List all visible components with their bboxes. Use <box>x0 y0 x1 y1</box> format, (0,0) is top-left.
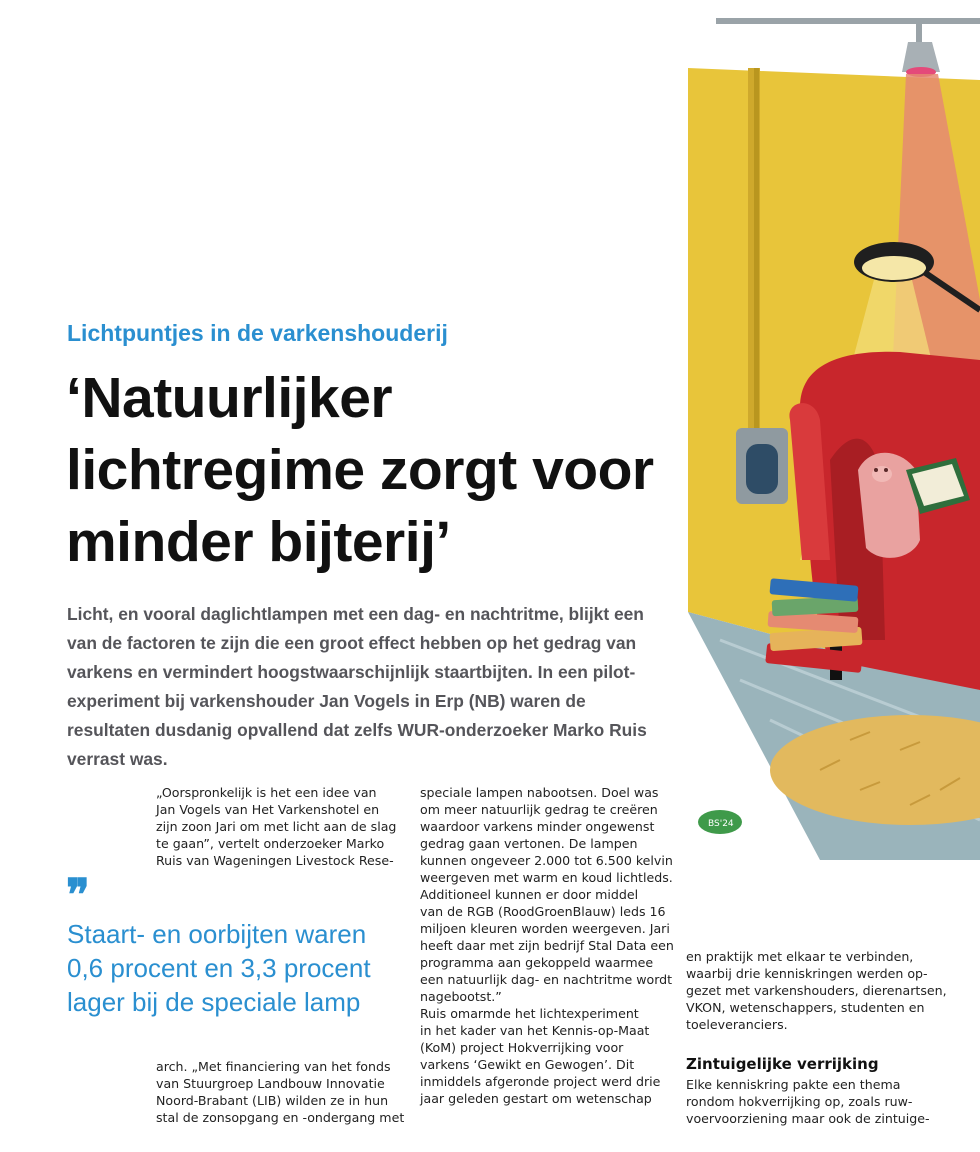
text-line: „Oorspronkelijk is het een idee van <box>156 785 377 800</box>
lead-paragraph: Licht, en vooral daglichtlampen met een dag- en nachtritme, blijkt een van de factoren te zijn die een groot effect hebben op het gedrag van varkens en vermindert hoogstwaarschijnlijk staartbijten. In een pilot-experiment bij varkenshouder Jan Vogels in Erp (NB) waren de resultaten dusdanig opvallend dat zelfs WUR-onderzoeker Marko Ruis verrast was. <box>67 604 647 769</box>
pull-quote <box>67 917 407 1019</box>
text-line: stal de zonsopgang en -ondergang met <box>156 1110 405 1125</box>
text-line: in het kader van het Kennis-op-Maat <box>420 1023 650 1038</box>
text-line: te gaan”, vertelt onderzoeker Marko <box>156 836 385 851</box>
ceiling-rail <box>716 18 980 24</box>
text-line: om meer natuurlijk gedrag te creëren <box>420 802 658 817</box>
pull-quote-line: lager bij de speciale lamp <box>67 987 361 1017</box>
book-stack <box>765 578 863 673</box>
text-line: waardoor varkens minder ongewenst <box>420 819 655 834</box>
signature: BS'24 <box>708 819 734 829</box>
text-line: waarbij drie kenniskringen werden op- <box>686 966 928 981</box>
text-line: voervoorziening maar ook de zintuige- <box>686 1111 930 1126</box>
section-heading: Zintuigelijke verrijking <box>686 1055 879 1073</box>
text-line: zijn zoon Jari om met licht aan de slag <box>156 819 397 834</box>
text-line: rondom hokverrijking op, zoals ruw- <box>686 1094 913 1109</box>
text-line: van Stuurgroep Landbouw Innovatie <box>156 1076 385 1091</box>
text-line: Elke kenniskring pakte een thema <box>686 1077 901 1092</box>
text-line: een natuurlijk dag- en nachtritme wordt <box>420 972 673 987</box>
text-line: heeft daar met zijn bedrijf Stal Data een <box>420 938 674 953</box>
text-line: Ruis van Wageningen Livestock Rese- <box>156 853 394 868</box>
text-line: jaar geleden gestart om wetenschap <box>420 1091 652 1106</box>
text-line: Noord-Brabant (LIB) wilden ze in hun <box>156 1093 389 1108</box>
text-line: Jan Vogels van Het Varkenshotel en <box>156 802 380 817</box>
text-line: speciale lampen nabootsen. Doel was <box>420 785 659 800</box>
illustration <box>680 0 980 860</box>
text-line: (KoM) project Hokverrijking voor <box>420 1040 624 1055</box>
text-line: VKON, wetenschappers, studenten en <box>686 1000 925 1015</box>
text-line: Ruis omarmde het lichtexperiment <box>420 1006 639 1021</box>
pull-quote-line: 0,6 procent en 3,3 procent <box>67 953 371 983</box>
text-line: arch. „Met financiering van het fonds <box>156 1059 391 1074</box>
pull-quote-line: Staart- en oorbijten waren <box>67 919 367 949</box>
text-line: gedrag gaan vertonen. De lampen <box>420 836 638 851</box>
text-line: van de RGB (RoodGroenBlauw) leds 16 <box>420 904 666 919</box>
text-line: toeleveranciers. <box>686 1017 788 1032</box>
quote-mark-icon: ❞ <box>66 870 90 921</box>
text-line: nagebootst.” <box>420 989 502 1004</box>
kicker: Lichtpuntjes in de varkenshouderij <box>67 320 448 346</box>
text-line: miljoen kleuren worden weergeven. Jari <box>420 921 670 936</box>
text-line: Additioneel kunnen er door middel <box>420 887 639 902</box>
text-line: kunnen ongeveer 2.000 tot 6.500 kelvin <box>420 853 673 868</box>
headline: ‘Natuurlijker lichtregime zorgt voor minder bijterij’ <box>66 366 654 574</box>
text-line: weergeven met warm en koud lichtleds. <box>420 870 673 885</box>
text-line: inmiddels afgeronde project werd drie <box>420 1074 661 1089</box>
text-line: programma aan gekoppeld waarmee <box>420 955 654 970</box>
text-line: gezet met varkenshouders, dierenartsen, <box>686 983 947 998</box>
text-line: varkens ‘Gewikt en Gewogen’. Dit <box>420 1057 635 1072</box>
text-line: en praktijk met elkaar te verbinden, <box>686 949 914 964</box>
